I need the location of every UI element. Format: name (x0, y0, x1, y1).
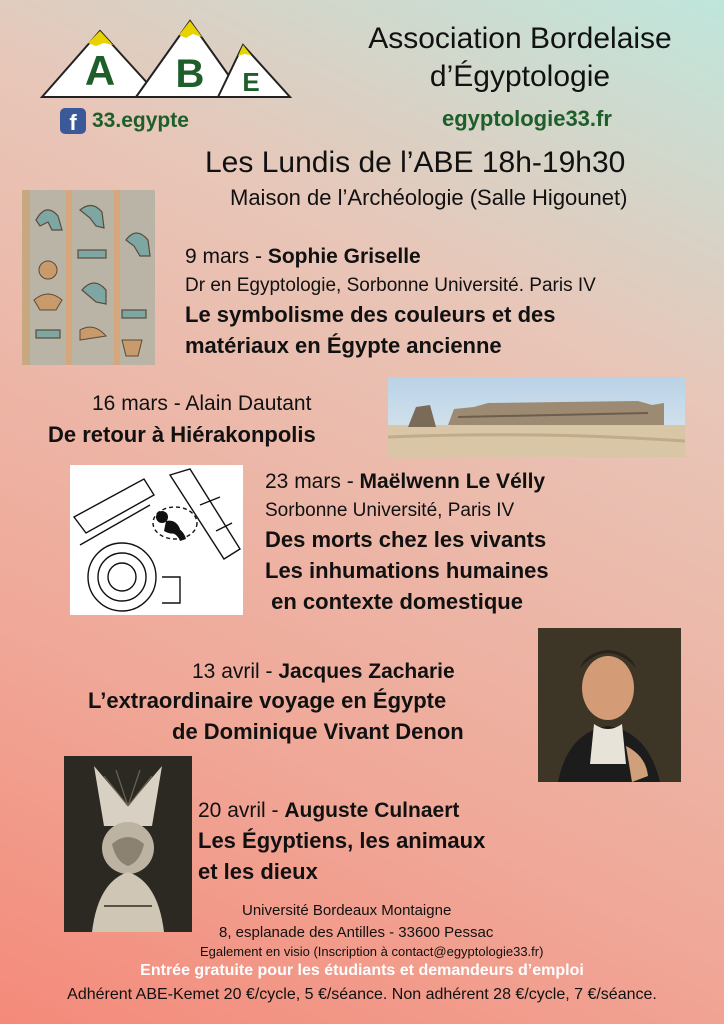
facebook-link[interactable] (60, 108, 189, 134)
footer-free-entry: Entrée gratuite pour les étudiants et demandeurs d’emploi (140, 962, 584, 979)
website-link[interactable]: egyptologie33.fr (442, 106, 612, 131)
talk-5-date: 20 avril - (198, 799, 285, 822)
association-name (330, 20, 710, 96)
association-line2: d’Égyptologie (429, 60, 611, 93)
talk-3-date: 23 mars - (265, 470, 360, 493)
talk-3-heading (265, 468, 545, 495)
talk-4-date: 13 avril - (192, 660, 279, 683)
talk-4-title-line-1: L’extraordinaire voyage en Égypte (88, 688, 447, 713)
footer-pricing: Adhérent ABE-Kemet 20 €/cycle, 5 €/séance. Non adhérent 28 €/cycle, 7 €/séance. (67, 986, 657, 1003)
talk-1-date: 9 mars - (185, 245, 268, 268)
vivant-denon-portrait (538, 628, 681, 782)
abe-logo (38, 15, 293, 103)
talk-3-affiliation: Sorbonne Université, Paris IV (265, 500, 515, 521)
talk-5-title-line-2: et les dieux (198, 859, 318, 884)
talk-4-heading (192, 658, 455, 685)
talk-4-title-line-2: de Dominique Vivant Denon (172, 719, 464, 744)
logo-letter-e: E (242, 67, 260, 97)
series-title: Les Lundis de l’ABE 18h-19h30 (205, 146, 626, 179)
talk-3-title-line-3: en contexte domestique (265, 589, 523, 614)
logo-letter-a: A (84, 47, 116, 94)
animal-deity-statue-photo (64, 756, 192, 932)
talk-3-speaker: Maëlwenn Le Vélly (359, 470, 546, 493)
talk-3-title-line-2: Les inhumations humaines (265, 558, 549, 583)
association-line1: Association Bordelaise (368, 22, 672, 55)
talk-4-speaker: Jacques Zacharie (278, 660, 455, 683)
domestic-burial-plan-drawing (70, 465, 243, 615)
talk-1-title-line-2: matériaux en Égypte ancienne (185, 333, 502, 358)
facebook-handle: 33.egypte (92, 109, 189, 132)
footer-visio: Egalement en visio (Inscription à contact@egyptologie33.fr) (200, 944, 544, 959)
hierakonpolis-fort-photo (388, 377, 685, 457)
footer-address: 8, esplanade des Antilles - 33600 Pessac (219, 924, 494, 941)
talk-3-title-line-1: Des morts chez les vivants (265, 527, 547, 552)
facebook-icon: f (60, 108, 86, 134)
talk-5-title-line-1: Les Égyptiens, les animaux (198, 828, 486, 853)
logo-letter-b: B (175, 52, 205, 96)
footer-university: Université Bordeaux Montaigne (242, 902, 452, 919)
talk-2-title-line-1: De retour à Hiérakonpolis (48, 422, 316, 447)
talk-2-heading: 16 mars - Alain Dautant (92, 392, 312, 415)
talk-1-title-line-1: Le symbolisme des couleurs et des (185, 302, 556, 327)
talk-5-speaker: Auguste Culnaert (284, 799, 460, 822)
hieroglyph-relief-image (22, 190, 155, 365)
talk-5-heading (198, 797, 459, 824)
talk-1-speaker: Sophie Griselle (267, 245, 421, 268)
talk-1-heading (185, 243, 421, 270)
venue: Maison de l’Archéologie (Salle Higounet) (230, 185, 628, 210)
talk-1-affiliation: Dr en Egyptologie, Sorbonne Université. Paris IV (185, 275, 596, 296)
